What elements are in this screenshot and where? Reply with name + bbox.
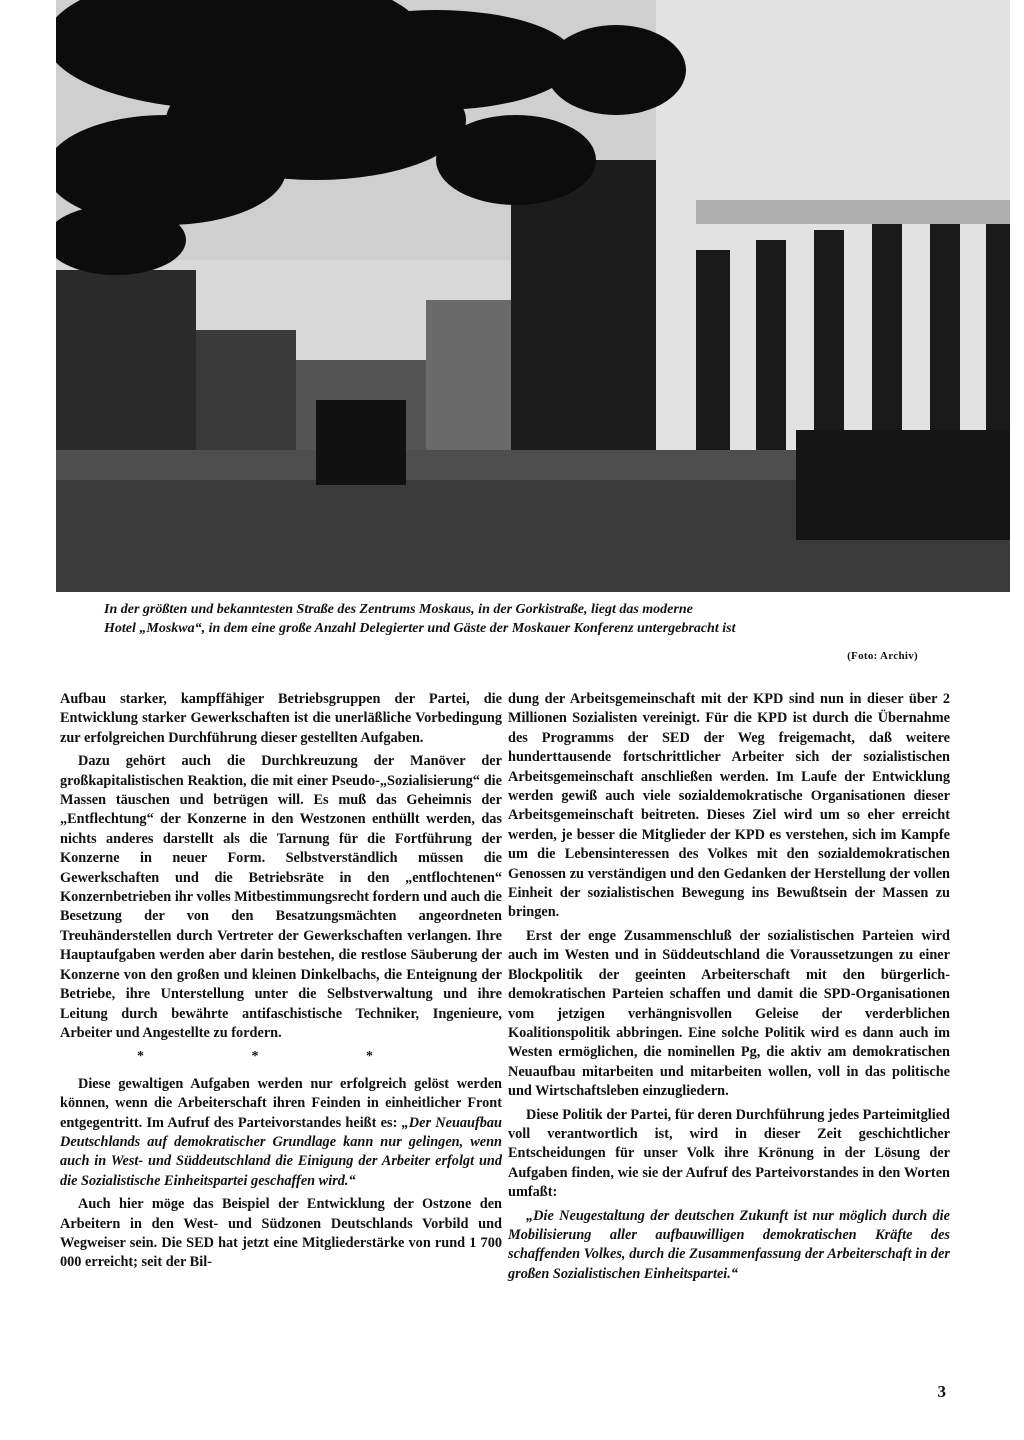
article-column-right <box>508 690 950 1288</box>
page-number: 3 <box>937 1382 946 1401</box>
paragraph <box>60 1075 502 1191</box>
photo-moscow-street-icon <box>56 0 1010 592</box>
quote: „Der Neuaufbau Deutschlands auf demokratischer Grundlage kann nur gelingen, wenn auch in West- und Süddeutschland die Einigung der Arbeiter erfolgt und die Sozialistische Einheitspartei geschaffen wird.“ <box>60 1114 503 1189</box>
paragraph: Erst der enge Zusammenschluß der sozialistischen Parteien wird auch im Westen und in Süddeutschland die Voraussetzungen zu einer Blockpolitik der geeinten Arbeiterschaft mit den bürgerlich-demokratischen Parteien schaffen und damit die SPD-Organisationen vom jetzigen verhängnisvollen Geleise der verderblichen Koalitionspolitik abbringen. Eine solche Politik wird es dann auch im Westen ermöglichen, die nominellen Pg, die aktiv am demokratischen Neuaufbau mitarbeiten und mitarbeiten wollen, voll in das politische und Wirtschaftsleben einzugliedern. <box>508 927 950 1100</box>
photo-credit: (Foto: Archiv) <box>847 650 918 662</box>
paragraph: Dazu gehört auch die Durchkreuzung der Manöver der großkapitalistischen Reaktion, die mit einer Pseudo-„Sozialisierung“ die Massen täuschen und betrügen will. Es muß das Geheimnis der „Entflechtung“ der Konzerne in den Westzonen enthüllt werden, das nichts anderes darstellt als die Tarnung für die Fortführung der Konzerne in neuer Form. Selbstverständlich müssen die Gewerkschaften und die Betriebsräte in den „entflochtenen“ Konzernbetrieben ihr volles Mitbestimmungsrecht fordern und auch die Besetzung der von den Besatzungsmächten angeordneten Treuhänderstellen durch Vertreter der Gewerkschaften verlangen. Ihre Hauptaufgaben werden aber darin bestehen, die restlose Säuberung der Konzerne von den großen und kleinen Dinkelbachs, die Enteignung der Betriebe, ihre Unterstellung unter die Selbstverwaltung und ihre Leitung durch bewährte antifaschistische Techniker, Ingenieure, Arbeiter und Angestellte zu fordern. <box>60 753 502 1041</box>
article-column-left <box>60 690 502 1277</box>
paragraph: Aufbau starker, kampffähiger Betriebsgruppen der Partei, die Entwicklung starker Gewerkschaften ist die unerläßliche Vorbedingung zur erfolgreichen Durchführung dieser gestellten Aufgaben. <box>60 691 502 746</box>
caption-line-1: In der größten und bekanntesten Straße des Zentrums Moskaus, in der Gorkistraße, liegt das moderne <box>104 602 693 617</box>
paragraph: Auch hier möge das Beispiel der Entwicklung der Ostzone den Arbeitern in den West- und Südzonen Deutschlands Vorbild und Wegweiser sein. Die SED hat jetzt eine Mitgliederstärke von rund 1 700 000 erreicht; seit der Bil- <box>60 1196 502 1271</box>
paragraph: dung der Arbeitsgemeinschaft mit der KPD sind nun in dieser über 2 Millionen Sozialisten vereinigt. Für die KPD ist durch die Übernahme des Programms der SED der Weg freigemacht, daß weitere hunderttausende fortschrittlicher Arbeiter sich der sozialistischen Arbeitsgemeinschaft anschließen werden. Im Laufe der Entwicklung werden gewiß auch viele sozialdemokratische Organisationen dieser Arbeitsgemeinschaft beitreten. Dieses Ziel wird um so eher erreicht werden, je besser die Mitglieder der KPD es verstehen, sich im Kampfe um die Lebensinteressen des Volkes mit den sozialdemokratischen Genossen zu verständigen und den Gedanken der Herstellung der vollen Einheit der sozialistischen Bewegung ins Bewußtsein der Massen zu bringen. <box>508 691 950 921</box>
paragraph: Diese Politik der Partei, für deren Durchführung jedes Parteimitglied voll verantwortlich ist, wird in dieser Zeit geschichtlicher Entscheidungen für unser Volk ihre Krönung in der Lösung der Aufgaben finden, wie sie der Aufruf des Parteivorstandes in den Worten umfaßt: <box>508 1106 950 1201</box>
caption-line-2: Hotel „Moskwa“, in dem eine große Anzahl Delegierter und Gäste der Moskauer Konferenz untergebracht ist <box>104 621 736 636</box>
section-separator: * * * <box>137 1049 425 1065</box>
moscow-street-photo <box>56 0 1010 592</box>
paragraph <box>508 1207 950 1285</box>
paragraph-text: Diese gewaltigen Aufgaben werden nur erfolgreich gelöst werden können, wenn die Arbeiterschaft ihren Feinden in einheitlicher Front entgegentritt. Im Aufruf des Parteivorstandes heißt es: <box>60 1075 502 1131</box>
quote: „Die Neugestaltung der deutschen Zukunft ist nur möglich durch die Mobilisierung aller aufbauwilligen demokratischen Kräfte des schaffenden Volkes, durch die Zusammenfassung der Arbeiterschaft in der großen Sozialistischen Einheitspartei.“ <box>508 1207 950 1282</box>
photo-caption <box>104 600 926 638</box>
